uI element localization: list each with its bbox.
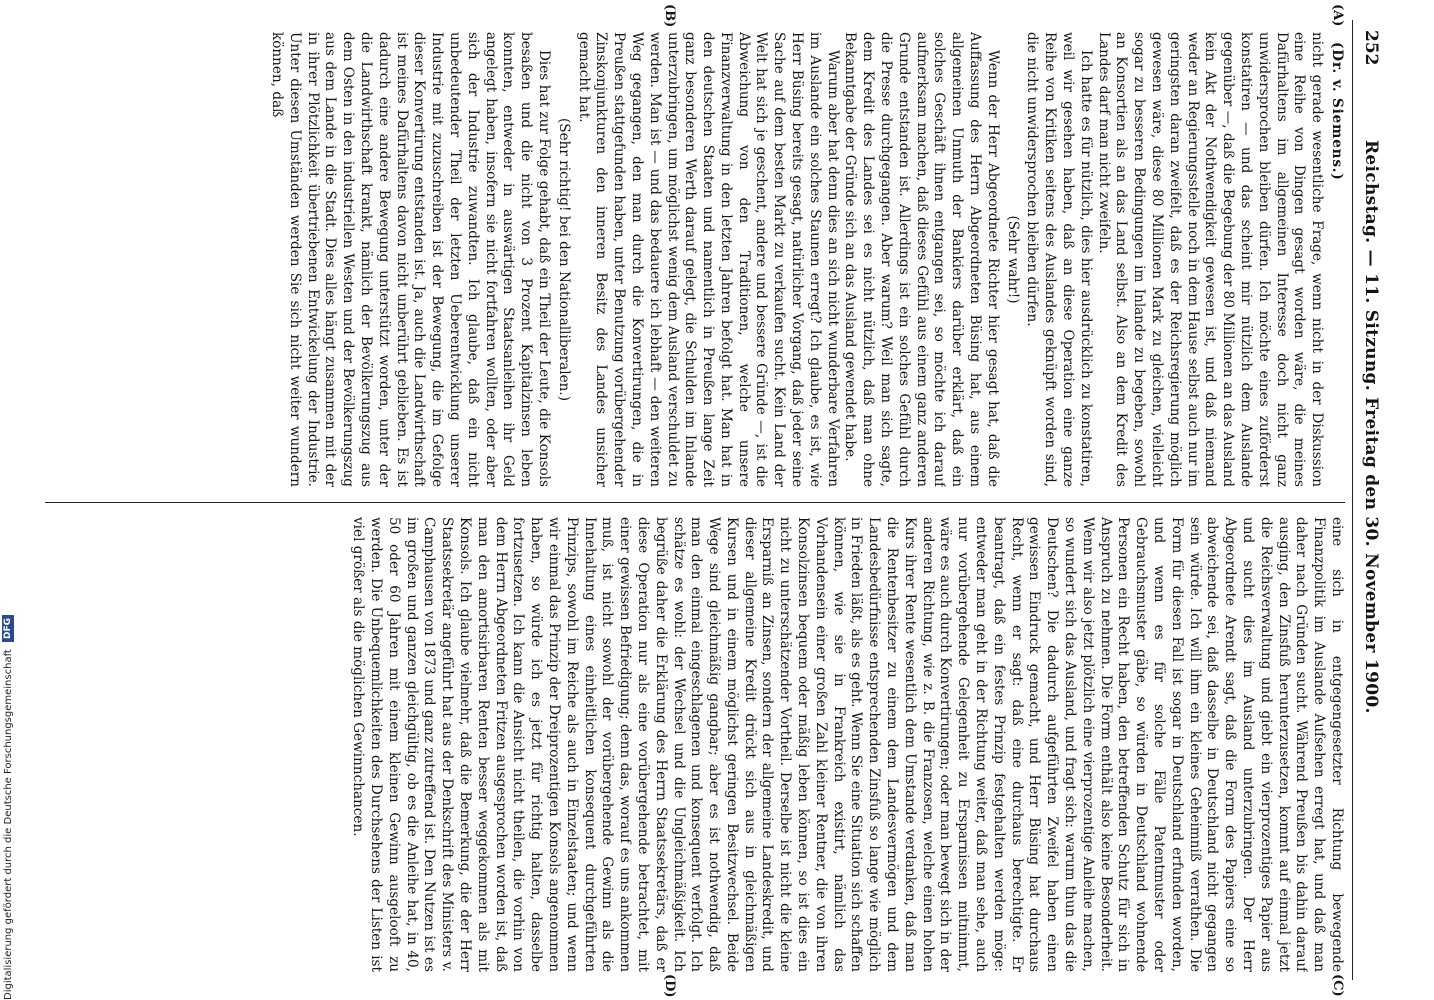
- margin-marker-d: (D): [662, 974, 677, 998]
- margin-marker-b: (B): [662, 4, 677, 28]
- page-number: 252: [1361, 30, 1381, 66]
- paragraph: Ich hatte es für nützlich, dies hier ausdrücklich zu konstatiren, weil wir gesehen haben, daß an diese Operation eine ganze Reihe von Kritiken seitens des Auslandes geknüpft worden sind, die nicht unwidersprochen bleiben dürfen.: [1024, 32, 1094, 487]
- page-header: [1349, 0, 1383, 1000]
- credit-text: Digitalisierung gefördert durch die Deutsche Forschungsgemeinschaft: [3, 649, 14, 1000]
- running-title: Reichstag. — 11. Sitzung. Freitag den 30. November 1900.: [1361, 140, 1381, 714]
- margin-marker-a: (A): [1330, 4, 1345, 27]
- paragraph: Dies hat zur Folge gehabt, daß ein Theil der Leute, die Konsols besaßen und die nicht von 3 Prozent Kapitalzinsen leben konnten, entweder in auswärtigen Staatsanleihen ihr Geld angelegt haben, insofern sie nicht fortfahren wollten, oder aber sich der Industrie zuwandten. Ich glaube, daß ein nicht unbedeutender Theil der letzten Ueberentwicklung unserer Industrie mit zuzuschreiben ist der Bewegung, die im Gefolge dieser Konvertirung entstanden ist. Ja, auch die Landwirthschaft ist meines Dafürhaltens davon nicht unberührt geblieben. Es ist dadurch eine andere Bewegung unterstützt worden, unter der die Landwirthschaft krankt, nämlich der Bevölkerungszug aus dem Osten in den industriellen Westen und der Bevölkerungszug aus dem Lande in die Stadt. Dies alles hängt zusammen mit der in ihrer Plötzlichkeit übertriebenen Entwickelung der Industrie. Unter diesen Umständen werden Sie sich nicht weiter wundern können, daß: [268, 32, 552, 487]
- paragraph: Wenn der Herr Abgeordnete Richter hier gesagt hat, daß die Auffassung des Herrn Abgeordneten Büsing hat, aus einem allgemeinen Unmuth der Bankiers darüber erklärt, daß ein solches Geschäft ihnen entgangen sei, so möchte ich darauf aufmerksam machen, daß dieses Gefühl aus einem ganz anderen Grunde entstanden ist. Allerdings ist ein solches Gefühl durch die Presse durchgegangen. Aber warum? Weil man sich sagte, dem Kredit des Landes sei es nicht nützlich, daß man ohne Bekanntgabe der Gründe sich an das Ausland gewendet habe.: [842, 32, 1001, 487]
- interjection: (Sehr richtig! bei den Nationalliberalen.): [555, 118, 572, 401]
- margin-marker-c: (C): [1330, 974, 1345, 997]
- paragraph: Warum aber hat denn dies an sich nicht wunderbare Verfahren im Auslande ein solches Staunen erregt? Ich glaube, es ist, wie Herr Büsing bereits gesagt, natürlicher Vorgang, daß jeder seine Sache auf dem besten Markt zu verkaufen sucht. Kein Land der Welt hat sich je geschent, andere und bessere Gründe —, ist die Abweichung von den Traditionen, welche unsere Finanzverwaltung in den letzten Jahren befolgt hat. Man hat in den deutschen Staaten und namentlich in Preußen lange Zeit ganz besonderen Werth darauf gelegt, die Schulden im Inlande unterzubringen, um möglichst wenig dem Ausland verschuldet zu werden. Man ist — und das bedauere ich lebhaft — den weiteren Weg gegangen, den man durch die Konvertirungen, die in Preußen stattgefunden haben, unter Benutzung vorübergehender Zinskonjunkturen den inneren Besitz des Landes unsicher gemacht hat.: [575, 32, 841, 487]
- paragraph: eine sich in entgegengesetzter Richtung bewegende Finanzpolitik im Auslande Aufsehen erregt hat, und daß man daher nach Gründen sucht. Während Preußen bis dahin darauf ausging, den Zinsfuß herunterzusetzen, kommt auf einmal jetzt die Reichsverwaltung und giebt ein vierprozentiges Papier aus und sucht dies im Ausland unterzubringen. Der Herr Abgeordnete Arendt sagt, daß die Form des Papiers eine so abweichende sei, daß dasselbe in Deutschland nicht gegangen sein würde. Ich will ihm ein kleines Geheimniß verrathen. Die Form für diesen Fall ist sogar in Deutschland erfunden worden, und wenn es für solche Fälle Patentmuster oder Gebrauchsmuster gäbe, so würden in Deutschland wohnende Personen ein Recht haben, den betreffenden Schutz für sich in Anspruch zu nehmen. Die Form enthält also keine Besonderheit. Wenn wir also jetzt plötzlich eine vierprozentige Anleihe machen, so wundert sich das Ausland, und fragt sich: warum thun das die Deutschen? Die dadurch aufgeführten Zweifel haben einen gewissen Eindruck gemacht, und Herr Büsing hat durchaus Recht, wenn er sagt: daß eine durchaus berechtigte. Er beantragt, daß ein festes Prinzip festgehalten werden möge: entweder man geht in der Richtung weiter, daß man sehe, auch nur vorübergehende Gelegenheit zu Ersparnissen mitnimmt, wäre es auch durch Konvertirungen; oder man bewegt sich in der anderen Richtung, wie z. B. die Franzosen, welche einen hohen Kurs ihrer Rente wesentlich dem Umstande verdanken, daß man die Rentenbesitzer zu einem dem Landesvermögen und dem Landesbedürfnisse entsprechenden Zinsfuß so lange wie möglich in Frieden läßt, als es geht. Wenn Sie eine Situation sich schaffen können, wie sie in Frankreich existirt, nämlich das Vorhandensein einer großen Zahl kleiner Rentner, die von ihren Konsolzinsen bequem oder mäßig leben können, so ist dies ein nicht zu unterschätzender Vortheil. Derselbe ist nicht die kleine Ersparniß an Zinsen, sondern der allgemeine Landeskredit, und dieser allgemeine Kredit drückt sich aus in gleichmäßigen Kursen und in einem möglichst geringen Besitzwechsel. Beide Wege sind gleichmäßig gangbar; aber es ist nothwendig, daß man den einmal eingeschlagenen und konsequent verfolgt. Ich schätze es wohl: der Wechsel und die Ungleichmäßigkeit. Ich begrüße daher die Erklärung des Herrn Staatssekretärs, daß er diese Operation nur als eine vorübergehende betrachtet, mit einer gewissen Befriedigung; denn das, worauf es uns ankommen muß, ist nicht sowohl der vorübergehende Gewinn als die Innehaltung eines einheitlichen konsequent durchgeführten Prinzips, sowohl im Reiche als auch in Einzelstaaten; und wenn wir einmal das Prinzip der Dreiprozentigen Konsols angenommen haben, so würde ich es jetzt für richtig halten, dasselbe fortzusetzen. Ich kann die Ansicht nicht theilen, die vorhin von dem Herrn Abgeordneten Fritzen ausgesprochen worden ist, daß man den amortisirbaren Renten besser weggekommen als mit Konsols. Ich glaube vielmehr, daß die Bemerkung, die der Herr Staatssekretär angeführt hat aus der Denkschrift des Ministers v. Camphausen von 1873 und ganz zutreffend ist. Den Nutzen ist es im großen und ganzen gleichgültig, ob es die Anleihe hat, in 40, 50 oder 60 Jahren mit einem kleinen Gewinn ausgelooft zu werden. Die Unbequemlichkeiten des Durchsehens der Listen ist viel größer als die möglichen Gewinnchancen.: [350, 517, 1345, 972]
- right-column: [45, 517, 1345, 972]
- scanned-page: [23, 0, 1383, 1000]
- speaker-label: (Dr. v. Siemens.): [1329, 42, 1345, 181]
- column-divider: [45, 502, 1345, 503]
- digitization-credit: [2, 580, 14, 1000]
- header-rule: [1352, 20, 1353, 980]
- left-column: [45, 32, 1345, 487]
- dfg-logo: DFG: [2, 615, 14, 642]
- paragraph: nicht gerade wesentliche Frage, wenn nicht in der Diskussion eine Reihe von Dingen gesagt worden wäre, die meines Dafürhaltens im allgemeinen Interesse doch nicht ganz unwidersprochen bleiben dürfen. Ich möchte eines zuförderst konstatiren — und das scheint mir nützlich dem Auslande gegenüber —, daß die Begebung der 80 Millionen an das Ausland kein Akt der Nothwendigkeit gewesen ist, und daß niemand weder an Regierungsstelle noch in dem Hause selbst auch nur im geringsten daran zweifelt, daß es der Reichsregierung möglich gewesen wäre, diese 80 Millionen Mark zu gleichen, vielleicht sogar zu besseren Bedingungen im Inlande zu begeben, sowohl an Konsortien als an das Land selbst. Also an dem Kredit des Landes darf man nicht zweifeln.: [1095, 32, 1326, 487]
- interjection: (Sehr wahr!): [1004, 215, 1021, 304]
